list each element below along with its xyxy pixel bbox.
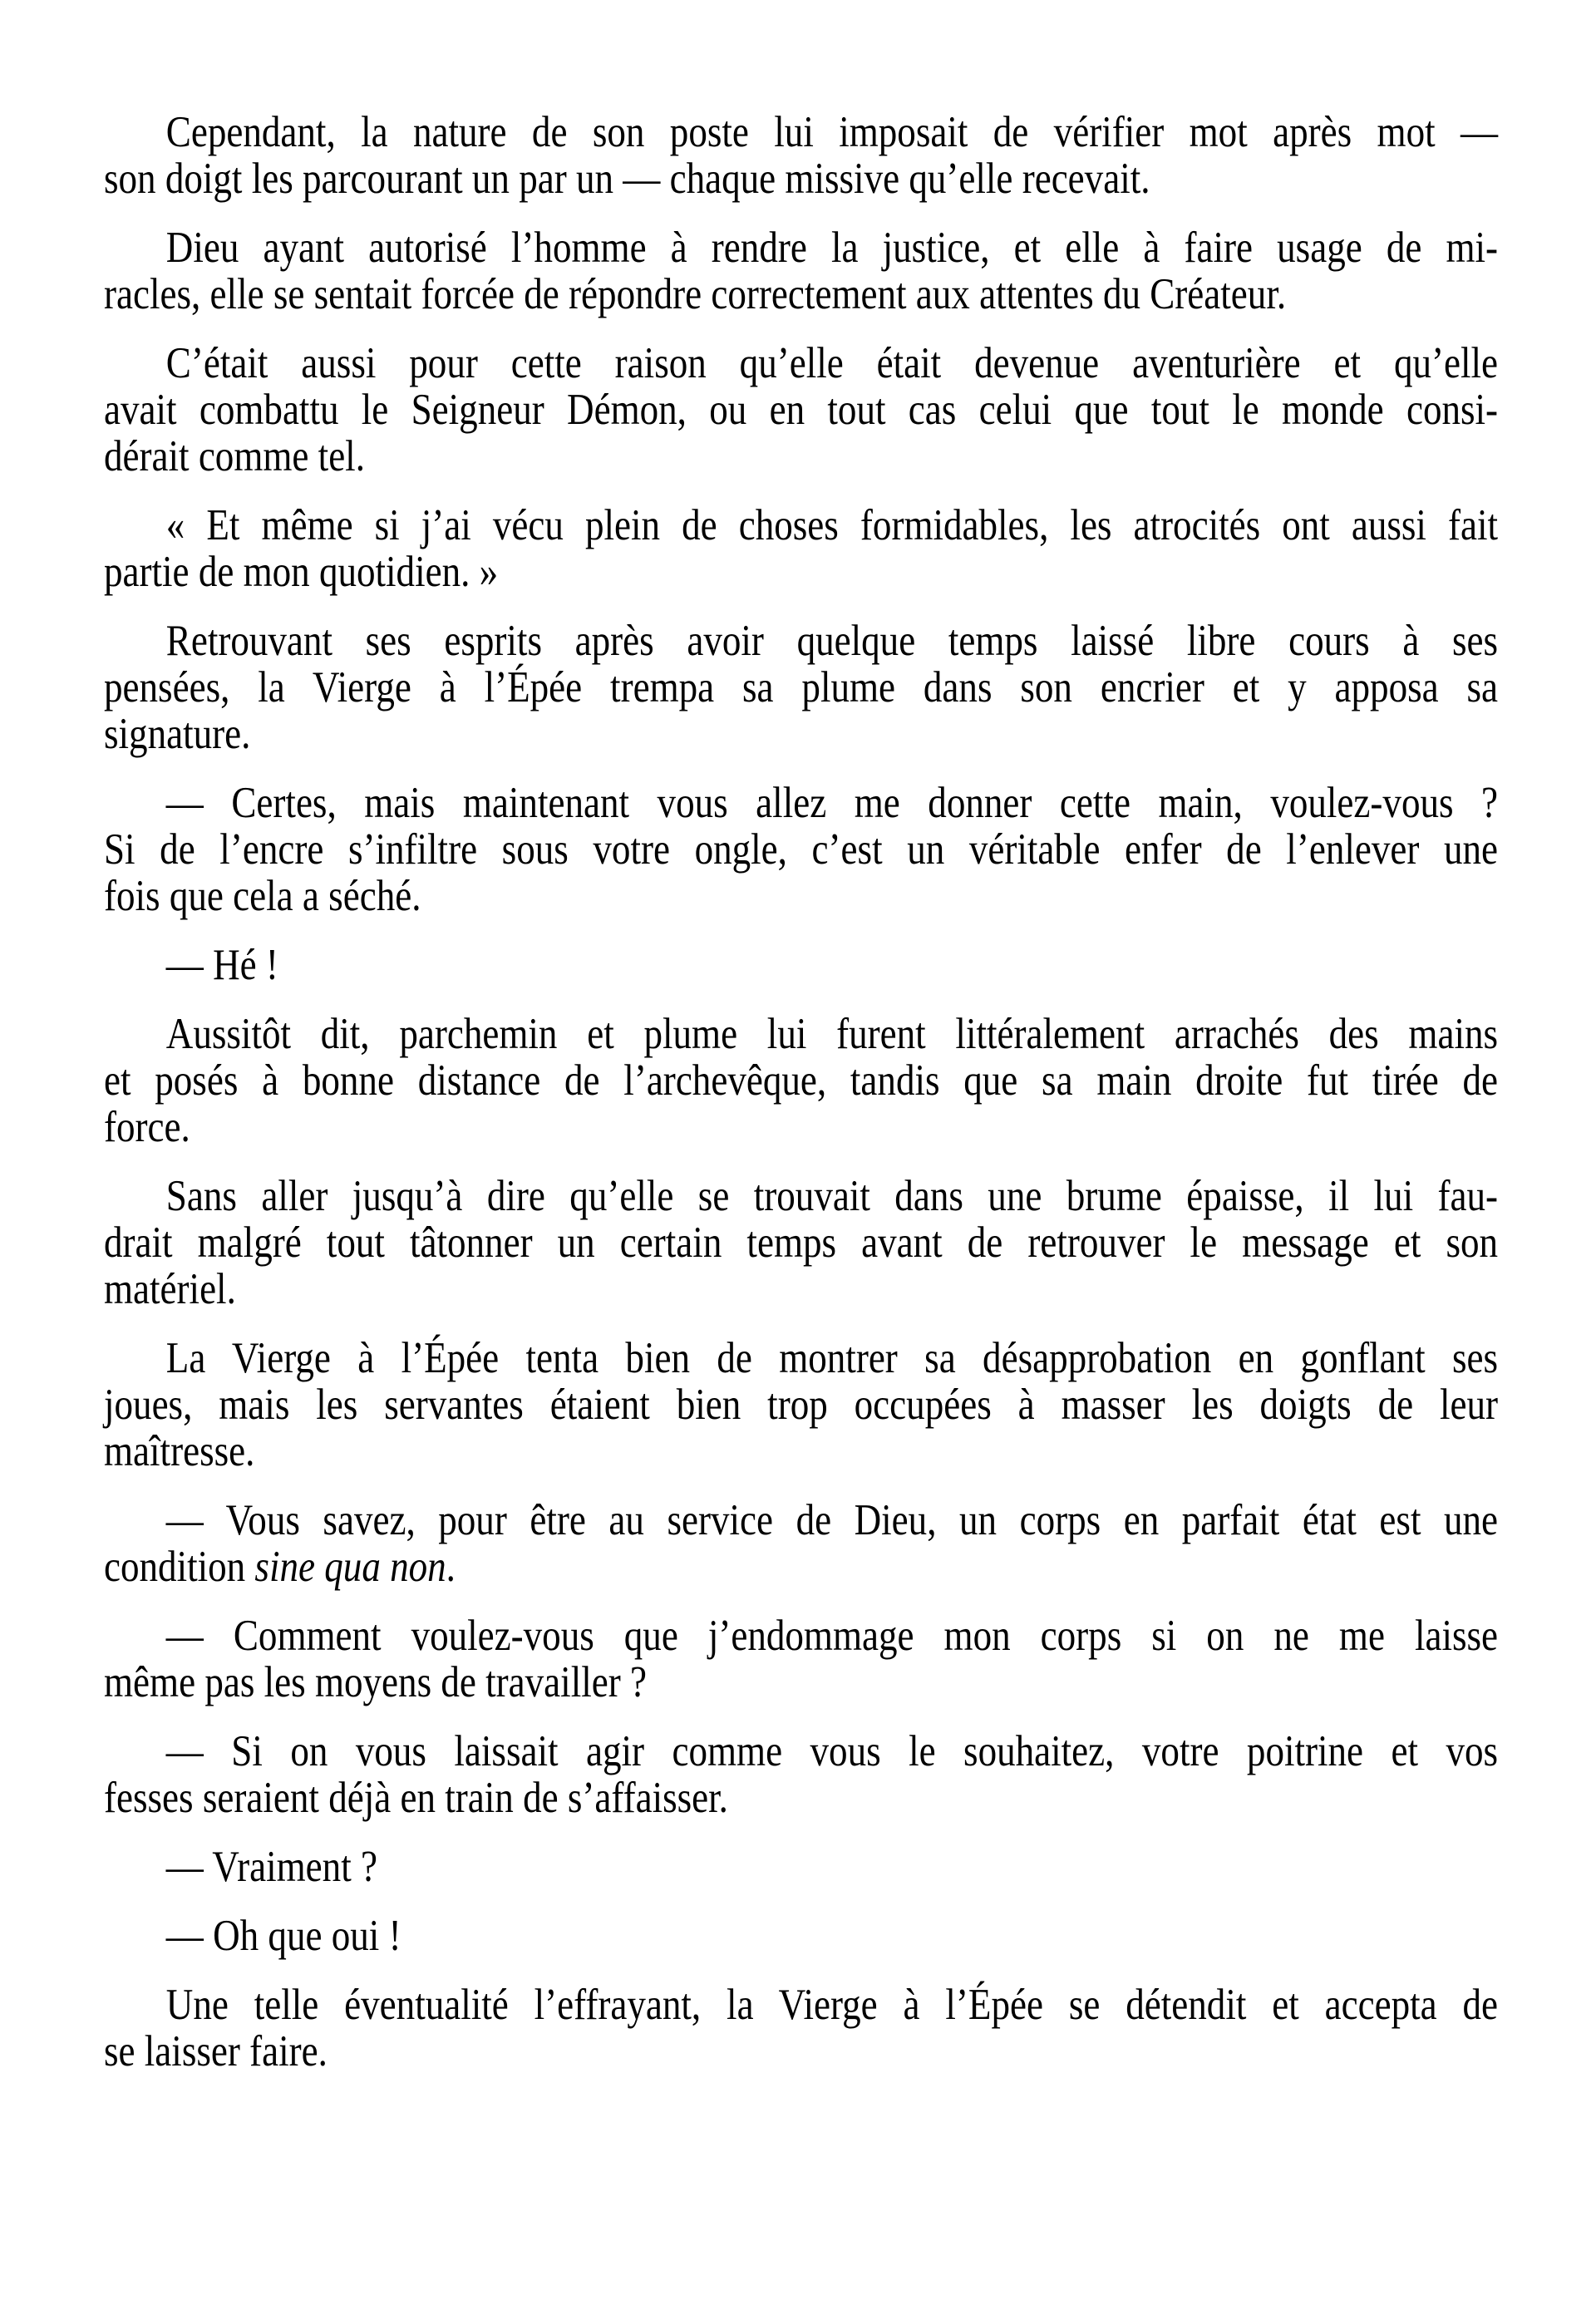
text-segment: condition bbox=[104, 1543, 255, 1591]
text-line: Sans aller jusqu’à dire qu’elle se trouvait dans une brume épaisse, il lui fau- bbox=[165, 1172, 1499, 1220]
text-line: force. bbox=[104, 1103, 190, 1151]
text-segment: . bbox=[446, 1543, 456, 1591]
text-line: Si de l’encre s’infiltre sous votre ongle, c’est un véritable enfer de l’enlever une bbox=[104, 825, 1499, 874]
text-line: et posés à bonne distance de l’archevêque, tandis que sa main droite fut tirée de bbox=[104, 1056, 1499, 1105]
text-line: — Certes, mais maintenant vous allez me donner cette main, voulez-vous ? bbox=[165, 779, 1499, 827]
text-line: Retrouvant ses esprits après avoir quelque temps laissé libre cours à ses bbox=[165, 617, 1499, 665]
text-line: « Et même si j’ai vécu plein de choses formidables, les atrocités ont aussi fait bbox=[165, 501, 1499, 549]
paragraph bbox=[104, 109, 1498, 202]
text-line: Cependant, la nature de son poste lui imposait de vérifier mot après mot — bbox=[165, 108, 1499, 156]
paragraph bbox=[104, 1844, 1498, 1890]
text-line: partie de mon quotidien. » bbox=[104, 548, 499, 596]
text-line: Aussitôt dit, parchemin et plume lui furent littéralement arrachés des mains bbox=[165, 1010, 1499, 1058]
text-line: joues, mais les servantes étaient bien trop occupées à masser les doigts de leur bbox=[104, 1381, 1499, 1429]
text-line: même pas les moyens de travailler ? bbox=[104, 1658, 647, 1706]
italic-phrase: sine qua non bbox=[254, 1543, 446, 1591]
text-line: matériel. bbox=[104, 1265, 236, 1313]
text-line: avait combattu le Seigneur Démon, ou en tout cas celui que tout le monde consi- bbox=[104, 386, 1499, 434]
paragraph bbox=[104, 1173, 1498, 1312]
text-line: fois que cela a séché. bbox=[104, 872, 421, 920]
text-line: Une telle éventualité l’effrayant, la Vierge à l’Épée se détendit et accepta de bbox=[165, 1981, 1499, 2029]
paragraph bbox=[104, 1011, 1498, 1150]
text-line: maîtresse. bbox=[104, 1427, 255, 1475]
text-line: — Si on vous laissait agir comme vous le souhaitez, votre poitrine et vos bbox=[165, 1727, 1499, 1775]
paragraph bbox=[104, 340, 1498, 480]
text-line: dérait comme tel. bbox=[104, 432, 365, 480]
text-line: racles, elle se sentait forcée de répondre correctement aux attentes du Créateur. bbox=[104, 270, 1287, 318]
text-line bbox=[104, 1544, 1498, 1590]
paragraph bbox=[104, 1335, 1498, 1475]
paragraph bbox=[104, 1728, 1498, 1821]
paragraph bbox=[104, 1982, 1498, 2075]
text-line: fesses seraient déjà en train de s’affaisser. bbox=[104, 1774, 728, 1822]
text-line: pensées, la Vierge à l’Épée trempa sa plume dans son encrier et y apposa sa bbox=[104, 663, 1499, 711]
paragraph bbox=[104, 1913, 1498, 1959]
text-line: se laisser faire. bbox=[104, 2027, 328, 2075]
text-line: — Vraiment ? bbox=[165, 1843, 377, 1891]
text-line: son doigt les parcourant un par un — chaque missive qu’elle recevait. bbox=[104, 155, 1150, 203]
text-line: drait malgré tout tâtonner un certain temps avant de retrouver le message et son bbox=[104, 1219, 1499, 1267]
text-line: C’était aussi pour cette raison qu’elle était devenue aventurière et qu’elle bbox=[165, 339, 1499, 387]
paragraph bbox=[104, 502, 1498, 595]
text-line: signature. bbox=[104, 710, 251, 758]
paragraph bbox=[104, 618, 1498, 757]
page-text-block bbox=[104, 109, 1498, 2075]
paragraph bbox=[104, 224, 1498, 318]
text-line: Dieu ayant autorisé l’homme à rendre la justice, et elle à faire usage de mi- bbox=[165, 224, 1499, 272]
paragraph bbox=[104, 1497, 1498, 1590]
text-line: La Vierge à l’Épée tenta bien de montrer sa désapprobation en gonflant ses bbox=[165, 1334, 1499, 1382]
text-line: — Oh que oui ! bbox=[165, 1912, 401, 1960]
paragraph bbox=[104, 942, 1498, 988]
text-line: — Comment voulez-vous que j’endommage mon corps si on ne me laisse bbox=[165, 1612, 1499, 1660]
paragraph bbox=[104, 780, 1498, 919]
text-line: — Vous savez, pour être au service de Dieu, un corps en parfait état est une bbox=[165, 1496, 1499, 1544]
paragraph bbox=[104, 1612, 1498, 1706]
text-line: — Hé ! bbox=[165, 941, 278, 989]
